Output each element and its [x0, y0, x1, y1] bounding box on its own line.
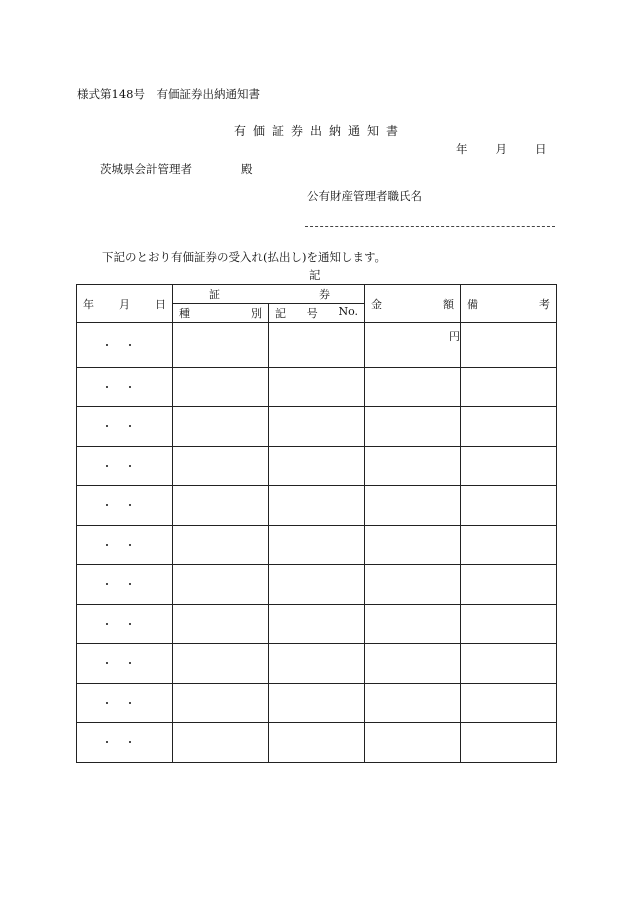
header-type	[173, 304, 269, 323]
cell-remarks[interactable]	[461, 446, 557, 486]
header-securities	[173, 285, 365, 304]
cell-type[interactable]	[173, 446, 269, 486]
cell-remarks[interactable]	[461, 565, 557, 605]
cell-type[interactable]	[173, 604, 269, 644]
table-row	[77, 604, 557, 644]
cell-symbol[interactable]	[269, 644, 365, 684]
header-date	[77, 285, 173, 323]
table-row	[77, 486, 557, 526]
cell-symbol[interactable]	[269, 367, 365, 407]
cell-remarks[interactable]	[461, 525, 557, 565]
cell-symbol[interactable]	[269, 604, 365, 644]
cell-symbol[interactable]	[269, 407, 365, 447]
cell-amount[interactable]	[365, 604, 461, 644]
header-type-2: 別	[251, 307, 262, 320]
cell-amount[interactable]	[365, 486, 461, 526]
cell-remarks[interactable]	[461, 683, 557, 723]
cell-remarks[interactable]	[461, 323, 557, 368]
cell-type[interactable]	[173, 683, 269, 723]
cell-date[interactable]: ・・	[77, 644, 173, 684]
cell-date[interactable]: ・・	[77, 407, 173, 447]
addressee: 茨城県会計管理者	[100, 162, 192, 176]
header-date-month: 月	[119, 297, 130, 311]
table-row	[77, 644, 557, 684]
honorific: 殿	[241, 162, 253, 176]
form-number: 様式第148号 有価証券出納通知書	[77, 87, 260, 101]
table-row	[77, 323, 557, 368]
cell-symbol[interactable]	[269, 525, 365, 565]
cell-type[interactable]	[173, 367, 269, 407]
header-symbol-1: 記	[275, 307, 286, 320]
date-month-label: 月	[495, 142, 507, 156]
intro-text: 下記のとおり有価証券の受入れ(払出し)を通知します。	[102, 250, 387, 264]
cell-symbol[interactable]	[269, 486, 365, 526]
cell-type[interactable]	[173, 723, 269, 763]
table-row	[77, 525, 557, 565]
cell-amount[interactable]	[365, 683, 461, 723]
header-remarks-1: 備	[467, 297, 478, 311]
cell-date[interactable]: ・・	[77, 604, 173, 644]
date-year-label: 年	[456, 142, 468, 156]
table-row	[77, 565, 557, 605]
header-amount-2: 額	[443, 297, 454, 311]
cell-date[interactable]: ・・	[77, 525, 173, 565]
table-row	[77, 407, 557, 447]
table-row	[77, 683, 557, 723]
cell-date[interactable]: ・・	[77, 723, 173, 763]
cell-remarks[interactable]	[461, 486, 557, 526]
header-amount-1: 金	[371, 297, 382, 311]
header-symbol	[269, 304, 365, 323]
signature-line	[305, 226, 555, 227]
header-remarks-2: 考	[539, 297, 550, 311]
cell-amount[interactable]	[365, 446, 461, 486]
cell-remarks[interactable]	[461, 723, 557, 763]
cell-date[interactable]: ・・	[77, 446, 173, 486]
cell-type[interactable]	[173, 323, 269, 368]
header-type-1: 種	[179, 307, 190, 320]
sender-title: 公有財産管理者職氏名	[307, 189, 422, 203]
cell-symbol[interactable]	[269, 323, 365, 368]
cell-symbol[interactable]	[269, 565, 365, 605]
cell-type[interactable]	[173, 644, 269, 684]
cell-date[interactable]: ・・	[77, 323, 173, 368]
header-symbol-2: 号	[306, 307, 318, 320]
header-securities-2: 券	[319, 288, 330, 301]
cell-type[interactable]	[173, 407, 269, 447]
date-line	[456, 141, 547, 157]
cell-remarks[interactable]	[461, 644, 557, 684]
cell-type[interactable]	[173, 565, 269, 605]
securities-table	[76, 284, 557, 763]
header-date-day: 日	[155, 297, 166, 311]
cell-symbol[interactable]	[269, 723, 365, 763]
header-remarks	[461, 285, 557, 323]
date-day-label: 日	[535, 142, 547, 156]
header-securities-1: 証	[209, 288, 220, 301]
cell-symbol[interactable]	[269, 683, 365, 723]
ki-label: 記	[309, 268, 321, 282]
cell-amount[interactable]	[365, 407, 461, 447]
cell-amount[interactable]	[365, 525, 461, 565]
cell-amount[interactable]	[365, 565, 461, 605]
cell-amount[interactable]: 円	[365, 323, 461, 368]
cell-date[interactable]: ・・	[77, 486, 173, 526]
table-row	[77, 367, 557, 407]
cell-remarks[interactable]	[461, 604, 557, 644]
cell-type[interactable]	[173, 525, 269, 565]
cell-symbol[interactable]	[269, 446, 365, 486]
cell-remarks[interactable]	[461, 367, 557, 407]
cell-type[interactable]	[173, 486, 269, 526]
cell-date[interactable]: ・・	[77, 367, 173, 407]
table-row	[77, 446, 557, 486]
cell-date[interactable]: ・・	[77, 565, 173, 605]
document-title: 有価証券出納通知書	[234, 124, 406, 138]
cell-amount[interactable]	[365, 367, 461, 407]
cell-date[interactable]: ・・	[77, 683, 173, 723]
header-symbol-no: No.	[338, 305, 358, 318]
header-date-year: 年	[83, 297, 94, 311]
header-amount	[365, 285, 461, 323]
cell-remarks[interactable]	[461, 407, 557, 447]
cell-amount[interactable]	[365, 644, 461, 684]
cell-amount[interactable]	[365, 723, 461, 763]
table-row	[77, 723, 557, 763]
